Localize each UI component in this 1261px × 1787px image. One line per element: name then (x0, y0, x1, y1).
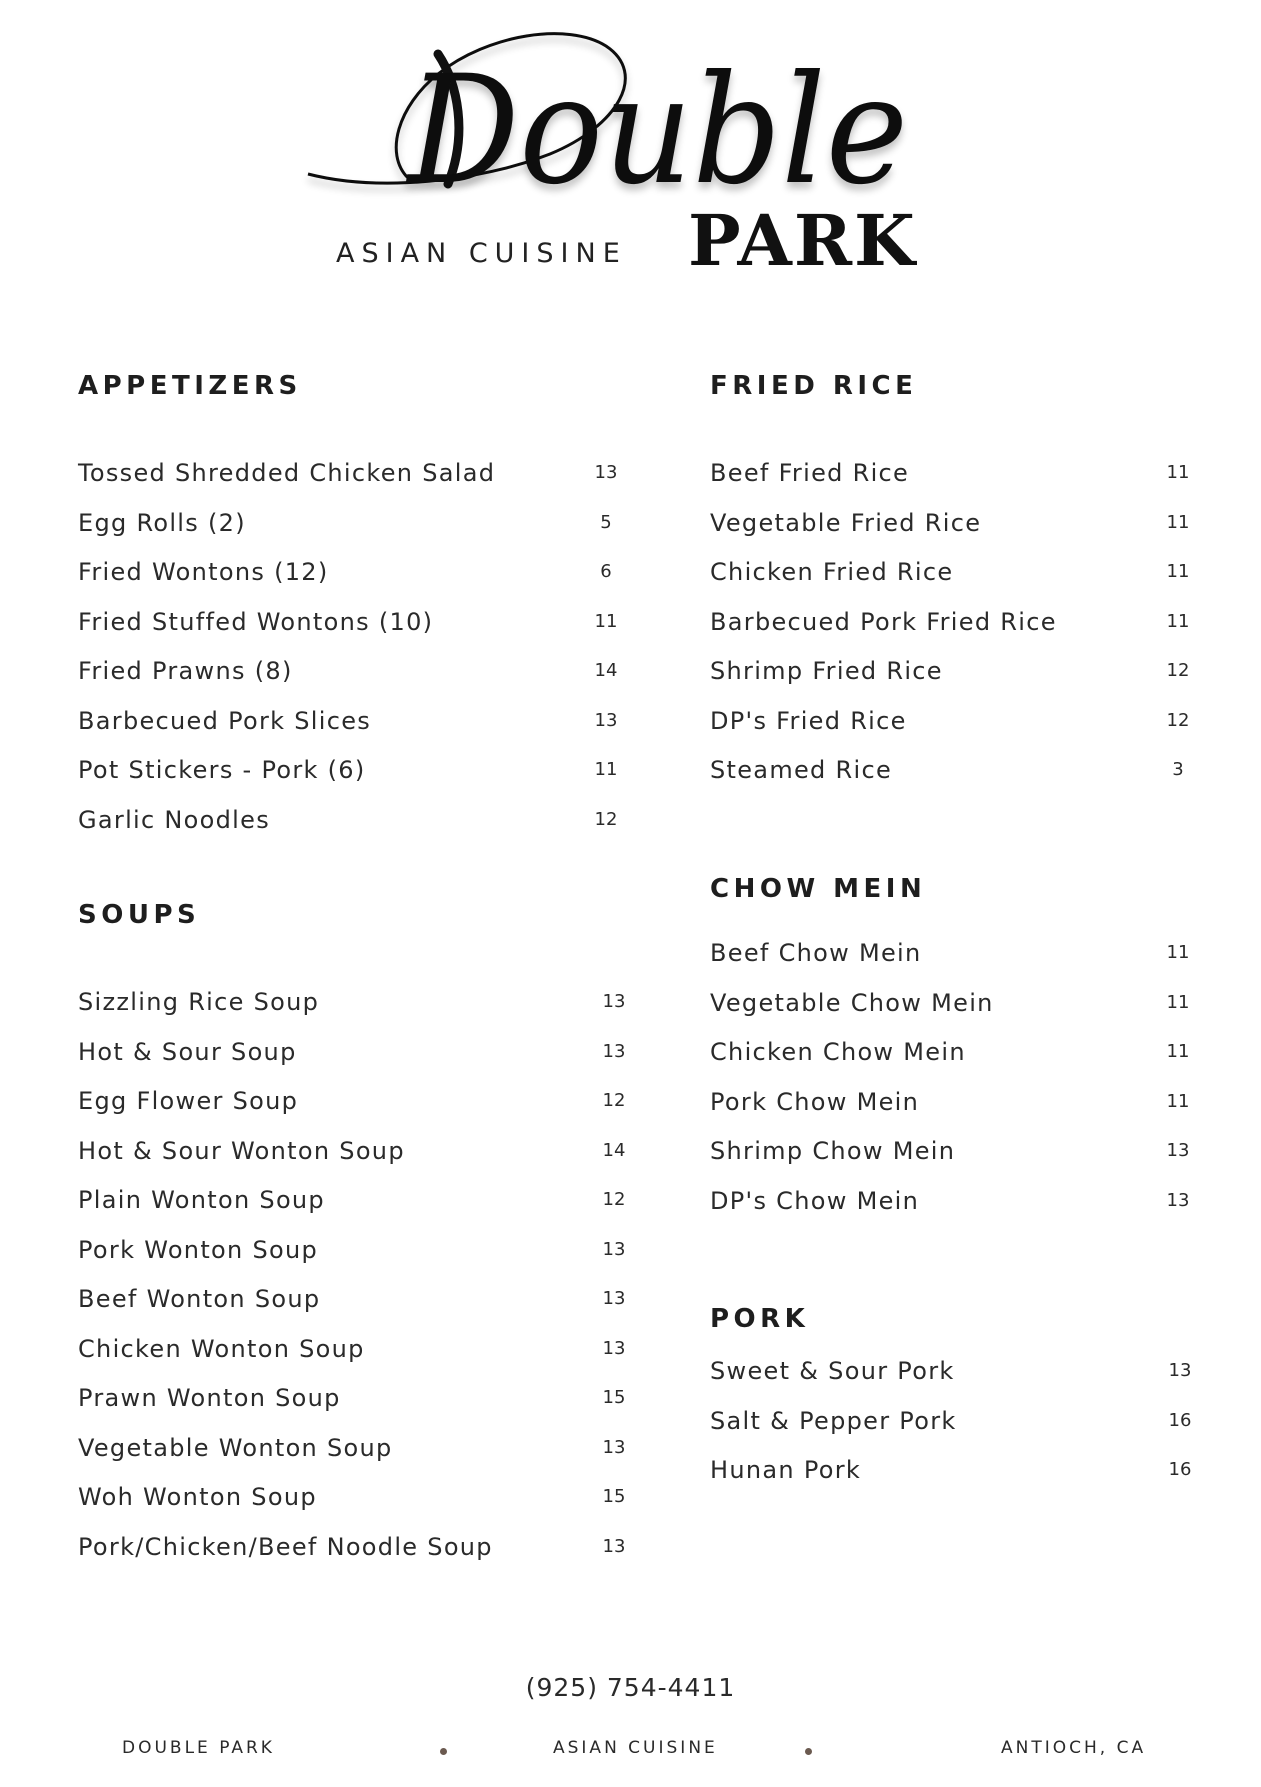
menu-item (710, 557, 1190, 607)
menu-item-name: Fried Prawns (8) (78, 657, 293, 685)
menu-item (78, 1037, 626, 1087)
restaurant-logo (0, 0, 1261, 300)
menu-item-name: Pork Wonton Soup (78, 1235, 319, 1264)
logo-park-word: PARK (688, 199, 917, 282)
menu-item-name: Vegetable Fried Rice (710, 508, 982, 537)
menu-item-name: Beef Fried Rice (710, 459, 910, 487)
menu-item (710, 1356, 1190, 1406)
menu-item-price: 11 (1166, 991, 1190, 1013)
menu-item (78, 1086, 626, 1136)
menu-item (710, 755, 1190, 805)
menu-item (710, 1186, 1190, 1236)
menu-item-name: Sizzling Rice Soup (78, 988, 320, 1016)
menu-item-name: Egg Flower Soup (78, 1087, 299, 1115)
menu-item-name: Fried Wontons (12) (78, 558, 329, 586)
menu-item-price: 13 (602, 1436, 626, 1458)
menu-item-price: 13 (602, 1535, 626, 1557)
menu-item (710, 656, 1190, 706)
menu-item (710, 458, 1190, 508)
menu-item-name: DP's Chow Mein (710, 1186, 920, 1215)
section-title: FRIED RICE (710, 371, 918, 401)
menu-item-price: 13 (1168, 1360, 1192, 1381)
menu-item-price: 11 (594, 759, 618, 780)
section-chow-mein (710, 874, 1190, 1235)
footer-location: ANTIOCH, CA (1001, 1738, 1147, 1758)
menu-item-price: 11 (1166, 462, 1190, 483)
menu-item (78, 1334, 626, 1384)
menu-item-price: 11 (1166, 942, 1190, 963)
menu-item-price: 11 (1166, 610, 1190, 632)
menu-item-name: Pork Chow Mein (710, 1087, 920, 1116)
menu-item (78, 805, 618, 855)
menu-item-price: 6 (600, 561, 612, 582)
menu-item-name: Vegetable Wonton Soup (78, 1433, 393, 1462)
menu-item-name: Garlic Noodles (78, 805, 271, 834)
section-soups (78, 900, 626, 1581)
menu-item-price: 13 (1166, 1140, 1190, 1161)
menu-item-name: Tossed Shredded Chicken Salad (78, 459, 496, 487)
menu-item-price: 13 (602, 991, 626, 1012)
menu-item (78, 755, 618, 805)
section-title: PORK (710, 1304, 810, 1334)
logo-script-text: Double (405, 44, 908, 218)
menu-item-name: Barbecued Pork Fried Rice (710, 607, 1057, 636)
menu-item-list (78, 987, 626, 1581)
menu-item (78, 1433, 626, 1483)
menu-item-list (710, 1356, 1190, 1505)
menu-item (78, 656, 618, 706)
menu-item-price: 12 (594, 808, 618, 830)
menu-item-price: 16 (1168, 1409, 1192, 1431)
menu-item (78, 508, 612, 558)
menu-item-price: 12 (602, 1189, 626, 1210)
menu-item-name: Beef Chow Mein (710, 939, 922, 967)
footer-cuisine: ASIAN CUISINE (553, 1738, 718, 1758)
menu-item-list (710, 458, 1190, 805)
menu-item (78, 557, 612, 607)
menu-item (710, 1087, 1190, 1137)
menu-item-list (710, 938, 1190, 1235)
footer-separator-dot (805, 1748, 812, 1755)
footer-separator-dot (440, 1748, 447, 1755)
menu-item-name: Pork/Chicken/Beef Noodle Soup (78, 1532, 493, 1561)
menu-item (710, 607, 1190, 657)
menu-item (78, 607, 618, 657)
menu-item-name: Beef Wonton Soup (78, 1285, 321, 1313)
section-title: SOUPS (78, 900, 201, 930)
section-title: CHOW MEIN (710, 874, 927, 904)
footer-restaurant-name: DOUBLE PARK (122, 1738, 275, 1758)
menu-item (78, 1383, 626, 1433)
menu-item (710, 508, 1190, 558)
menu-item-name: DP's Fried Rice (710, 706, 907, 735)
menu-item-name: Hot & Sour Soup (78, 1037, 297, 1066)
menu-item (710, 1406, 1190, 1456)
menu-item (710, 1455, 1190, 1505)
menu-item-price: 14 (602, 1139, 626, 1161)
menu-item-price: 12 (602, 1090, 626, 1111)
phone-number: (925) 754-4411 (525, 1673, 736, 1702)
menu-item-price: 13 (594, 462, 618, 483)
menu-item (710, 1136, 1190, 1186)
menu-item-name: Fried Stuffed Wontons (10) (78, 607, 434, 636)
menu-item-name: Salt & Pepper Pork (710, 1406, 957, 1435)
menu-item-name: Steamed Rice (710, 756, 893, 784)
menu-item-price: 13 (602, 1288, 626, 1309)
section-appetizers (78, 371, 618, 854)
menu-item (710, 988, 1190, 1038)
menu-item-price: 3 (1172, 759, 1184, 780)
menu-item-price: 12 (1166, 709, 1190, 731)
menu-item (78, 987, 626, 1037)
menu-item-price: 12 (1166, 660, 1190, 681)
menu-item-price: 11 (1166, 511, 1190, 533)
menu-item-price: 11 (1166, 1090, 1190, 1112)
menu-item (710, 706, 1190, 756)
menu-item-price: 11 (1166, 561, 1190, 582)
menu-item (78, 458, 618, 508)
menu-item-name: Barbecued Pork Slices (78, 706, 372, 735)
menu-item-name: Woh Wonton Soup (78, 1483, 317, 1511)
menu-item-name: Vegetable Chow Mein (710, 988, 994, 1017)
menu-item-name: Chicken Fried Rice (710, 558, 954, 586)
menu-item-price: 11 (594, 610, 618, 632)
menu-item (78, 706, 618, 756)
menu-item-price: 13 (602, 1337, 626, 1359)
menu-item-price: 13 (602, 1040, 626, 1062)
menu-item (710, 1037, 1190, 1087)
menu-item-price: 5 (600, 511, 612, 533)
menu-item-price: 14 (594, 660, 618, 681)
menu-item-price: 15 (602, 1486, 626, 1507)
menu-item-name: Hunan Pork (710, 1456, 862, 1484)
menu-item-list (78, 458, 618, 854)
menu-item-name: Chicken Wonton Soup (78, 1334, 365, 1363)
menu-item (78, 1185, 626, 1235)
menu-item-price: 11 (1166, 1041, 1190, 1062)
menu-item-name: Shrimp Fried Rice (710, 657, 943, 685)
menu-item-price: 15 (602, 1387, 626, 1408)
menu-item-price: 13 (594, 709, 618, 731)
menu-item-name: Shrimp Chow Mein (710, 1137, 956, 1165)
menu-item-price: 16 (1168, 1459, 1192, 1480)
menu-item (78, 1284, 626, 1334)
menu-item-name: Pot Stickers - Pork (6) (78, 756, 366, 784)
section-title: APPETIZERS (78, 371, 302, 401)
menu-item (78, 1136, 626, 1186)
menu-item-name: Prawn Wonton Soup (78, 1384, 341, 1412)
logo-subtitle: ASIAN CUISINE (336, 238, 627, 269)
menu-item (78, 1482, 626, 1532)
menu-item-name: Sweet & Sour Pork (710, 1357, 955, 1385)
menu-item-name: Plain Wonton Soup (78, 1186, 325, 1214)
menu-item-name: Egg Rolls (2) (78, 508, 246, 537)
menu-item-name: Chicken Chow Mein (710, 1038, 966, 1066)
menu-item-name: Hot & Sour Wonton Soup (78, 1136, 405, 1165)
menu-item-price: 13 (1166, 1189, 1190, 1211)
menu-item (78, 1532, 626, 1582)
menu-item (710, 938, 1190, 988)
section-pork (710, 1304, 1190, 1505)
menu-item-price: 13 (602, 1238, 626, 1260)
section-fried-rice (710, 371, 1190, 805)
menu-item (78, 1235, 626, 1285)
